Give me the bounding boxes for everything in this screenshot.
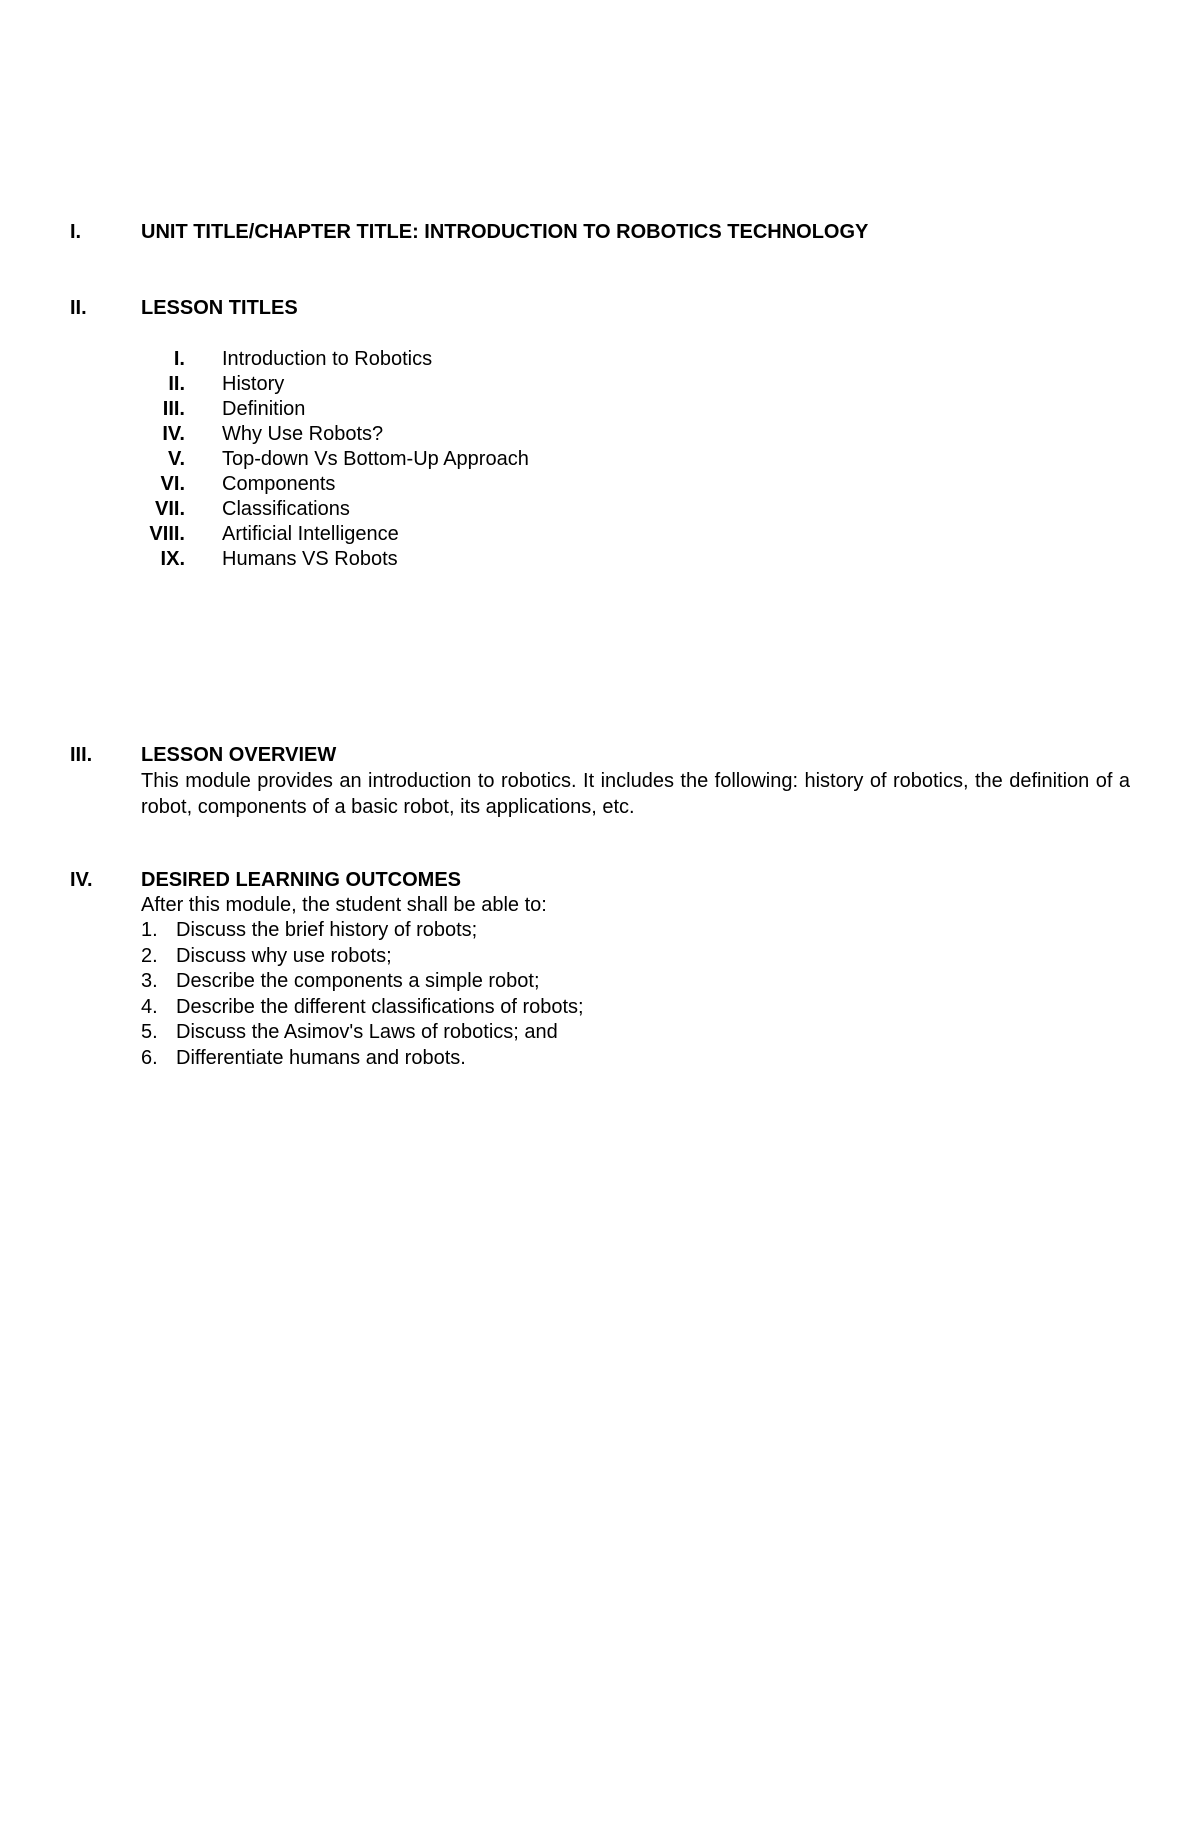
list-item xyxy=(141,995,1130,1021)
list-item xyxy=(141,918,1130,944)
list-item-number: IV. xyxy=(162,423,185,445)
list-item xyxy=(141,944,1130,970)
list-item-label: Introduction to Robotics xyxy=(222,348,433,370)
list-item-label: History xyxy=(222,373,285,395)
lesson-overview-heading: LESSON OVERVIEW xyxy=(141,744,337,766)
list-item xyxy=(70,547,670,572)
list-item xyxy=(70,422,670,447)
list-item xyxy=(141,1046,1130,1072)
section-number: II. xyxy=(70,297,87,319)
list-item-label: Discuss the Asimov's Laws of robotics; and xyxy=(176,1021,558,1043)
list-item-number: III. xyxy=(162,398,185,420)
list-item xyxy=(70,497,670,522)
list-item-label: Artificial Intelligence xyxy=(222,523,399,545)
list-item-label: Humans VS Robots xyxy=(222,548,398,570)
unit-title-heading: UNIT TITLE/CHAPTER TITLE: INTRODUCTION TO ROBOTICS TECHNOLOGY xyxy=(141,221,869,243)
list-item-label: Discuss why use robots; xyxy=(176,944,392,967)
list-item-number: 5. xyxy=(141,1021,158,1043)
list-item-label: Discuss the brief history of robots; xyxy=(176,919,478,941)
section-number: I. xyxy=(70,221,82,243)
list-item xyxy=(141,1020,1130,1046)
learning-outcomes-list xyxy=(141,918,1130,1071)
list-item-label: Differentiate humans and robots. xyxy=(176,1046,466,1069)
list-item-number: 3. xyxy=(141,970,158,992)
learning-outcomes-intro: After this module, the student shall be able to: xyxy=(141,894,547,916)
list-item xyxy=(70,372,670,397)
list-item-number: 4. xyxy=(141,995,158,1018)
list-item-label: Describe the different classifications of robots; xyxy=(176,995,584,1018)
lesson-overview-text: This module provides an introduction to robotics. It includes the following: history of robotics, the definition of a robot, components of a basic robot, its applications, etc. xyxy=(141,770,1130,818)
list-item-label: Components xyxy=(222,473,336,495)
lesson-titles-heading: LESSON TITLES xyxy=(141,297,298,319)
section-number: III. xyxy=(70,744,93,766)
list-item xyxy=(70,397,670,422)
list-item xyxy=(70,447,670,472)
list-item-label: Top-down Vs Bottom-Up Approach xyxy=(222,448,529,470)
list-item xyxy=(141,969,1130,995)
section-number: IV. xyxy=(70,869,93,891)
list-item xyxy=(70,522,670,547)
list-item-number: 6. xyxy=(141,1046,158,1069)
list-item-number: 2. xyxy=(141,944,158,967)
lesson-titles-list xyxy=(70,347,670,572)
list-item xyxy=(70,347,670,372)
list-item-label: Classifications xyxy=(222,498,350,520)
list-item-number: VII. xyxy=(154,498,185,520)
list-item-number: VIII. xyxy=(149,523,185,545)
learning-outcomes-heading: DESIRED LEARNING OUTCOMES xyxy=(141,869,462,891)
list-item-label: Why Use Robots? xyxy=(222,423,384,445)
list-item-number: VI. xyxy=(160,473,185,495)
list-item-number: II. xyxy=(168,373,185,395)
list-item xyxy=(70,472,670,497)
list-item-number: V. xyxy=(167,448,185,470)
list-item-number: I. xyxy=(173,348,185,370)
list-item-number: IX. xyxy=(160,548,185,570)
list-item-label: Describe the components a simple robot; xyxy=(176,970,540,992)
list-item-label: Definition xyxy=(222,398,306,420)
list-item-number: 1. xyxy=(141,919,158,941)
